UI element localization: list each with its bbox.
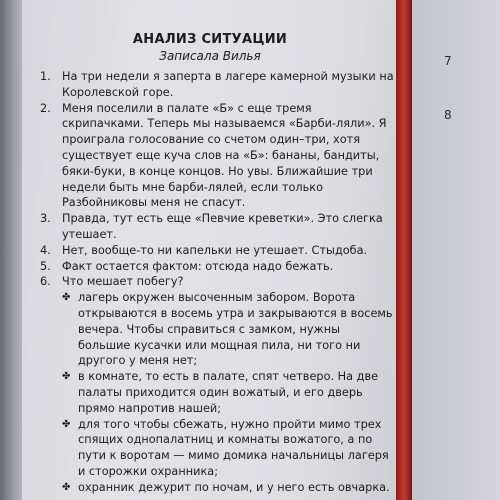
list-text: Правда, тут есть еще «Певчие креветки». Это слегка утешает. xyxy=(62,212,383,241)
bullet-item xyxy=(62,369,394,416)
book-cover-edge xyxy=(396,0,412,500)
bullet-text: для того чтобы сбежать, нужно пройти мимо трех спящих однопалатниц и комнаты вожатого, а по пути к воротам — мимо домика начальницы лагеря и сторожки охранника; xyxy=(78,417,389,478)
bullet-item xyxy=(62,290,394,369)
page-subtitle: Записала Вилья xyxy=(159,49,261,63)
next-page-list-number: 8 xyxy=(444,108,452,122)
list-text: Нет, вообще-то ни капельки не утешает. Стыдоба. xyxy=(62,243,368,257)
list-item xyxy=(40,274,394,290)
list-number: 3. xyxy=(40,212,51,226)
page-title: АНАЛИЗ СИТУАЦИИ xyxy=(132,32,288,47)
list-number: 1. xyxy=(40,70,51,83)
list-item xyxy=(40,101,394,212)
bullet-text: в комнате, то есть в палате, спят четверо. На две палаты приходится один вожатый, и его дверь прямо напротив нашей; xyxy=(78,370,379,415)
list-text: Меня поселили в палате «Б» с еще тремя скрипачками. Теперь мы называемся «Барби-ляли». Я проиграла голосование со счетом один–три, хотя существует еще куча слов на «Б»: бананы, бандиты, бяки-буки, в конце концов. Но увы. Ближайшие три недели быть мне барби-лялей, если только Разбойниковы меня не спасут. xyxy=(62,101,387,210)
list-number: 6. xyxy=(40,275,51,289)
list-text: Что мешает побегу? xyxy=(62,275,184,289)
bullet-text: лагерь окружен высоченным забором. Ворота открываются в восемь утра и закрываются в восемь вечера. Чтобы справиться с замком, нужны большие кусачки или мощная пила, ни того ни другого у меня нет; xyxy=(78,291,393,368)
next-page xyxy=(412,0,500,500)
list-text: Факт остается фактом: отсюда надо бежать. xyxy=(62,259,334,273)
flower-bullet-icon: ✤ xyxy=(62,371,71,383)
bullet-list xyxy=(62,290,394,495)
bullet-item xyxy=(62,417,394,480)
list-text: На три недели я заперта в лагере камерной музыки на Королевской горе. xyxy=(62,70,394,99)
book-page xyxy=(22,0,398,500)
bullet-item xyxy=(62,480,394,496)
list-item xyxy=(40,69,394,101)
list-number: 5. xyxy=(40,259,51,273)
next-page-list-number: 7 xyxy=(444,54,452,68)
list-number: 4. xyxy=(40,243,51,257)
list-item xyxy=(40,259,394,275)
list-number: 2. xyxy=(40,101,51,115)
list-item xyxy=(40,243,394,259)
numbered-list xyxy=(40,69,394,496)
flower-bullet-icon: ✤ xyxy=(62,481,71,493)
book-spine-edge xyxy=(0,0,22,500)
flower-bullet-icon: ✤ xyxy=(62,418,71,430)
flower-bullet-icon: ✤ xyxy=(62,292,71,304)
list-item xyxy=(40,211,394,243)
bullet-text: охранник дежурит по ночам, и у него есть овчарка. xyxy=(78,480,390,494)
